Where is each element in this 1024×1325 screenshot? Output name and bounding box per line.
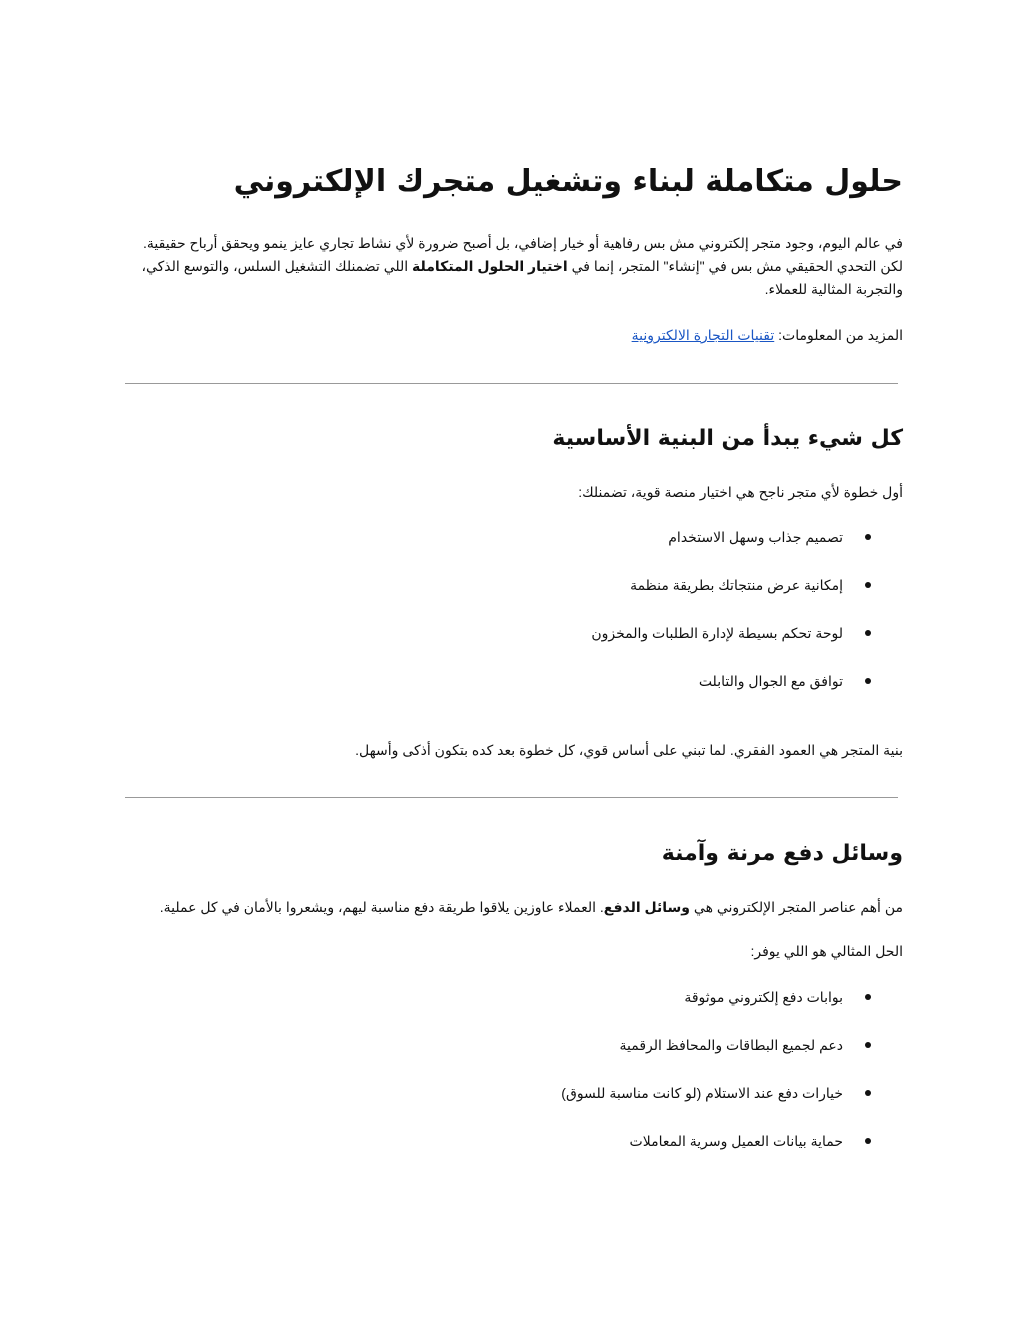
list-item-text: إمكانية عرض منتجاتك بطريقة منظمة [630, 577, 843, 593]
bullet-icon [865, 994, 871, 1000]
list-item-text: لوحة تحكم بسيطة لإدارة الطلبات والمخزون [591, 625, 843, 641]
section2-heading: وسائل دفع مرنة وآمنة [661, 841, 903, 866]
section1-list [125, 525, 903, 717]
bullet-icon [865, 1138, 871, 1144]
list-item [125, 985, 903, 1033]
list-item-text: توافق مع الجوال والتابلت [698, 673, 843, 689]
more-info-label: المزيد من المعلومات: [774, 327, 903, 343]
list-item-text: دعم لجميع البطاقات والمحافظ الرقمية [619, 1037, 843, 1053]
bullet-icon [865, 1090, 871, 1096]
bullet-icon [865, 630, 871, 636]
list-item [125, 1033, 903, 1081]
list-item-text: تصميم جذاب وسهل الاستخدام [668, 529, 843, 545]
list-item-text: حماية بيانات العميل وسرية المعاملات [629, 1133, 843, 1149]
section2-lead-text-2: . العملاء عاوزين يلاقوا طريقة دفع مناسبة ليهم، ويشعروا بالأمان في كل عملية. [159, 899, 604, 915]
section2-list [125, 985, 903, 1177]
section1-lead: أول خطوة لأي متجر ناجح هي اختيار منصة قوية، تضمنلك: [578, 484, 903, 500]
section2-sub: الحل المثالي هو اللي يوفر: [750, 943, 903, 959]
page-title: حلول متكاملة لبناء وتشغيل متجرك الإلكتروني [233, 164, 903, 199]
list-item [125, 621, 903, 669]
list-item [125, 669, 903, 717]
bullet-icon [865, 1042, 871, 1048]
section1-heading: كل شيء يبدأ من البنية الأساسية [552, 426, 903, 451]
section1-closing: بنية المتجر هي العمود الفقري. لما تبني على أساس قوي، كل خطوة بعد كده بتكون أذكى وأسهل. [355, 742, 903, 758]
bullet-icon [865, 678, 871, 684]
list-item [125, 1081, 903, 1129]
intro-text-1: في عالم اليوم، وجود متجر إلكتروني مش بس رفاهية أو خيار إضافي، بل أصبح ضرورة لأي نشاط تجاري عايز ينمو ويحقق أرباح حقيقية. لكن التحدي الحقيقي مش بس في "إنشاء" المتجر، إنما في [143, 235, 903, 274]
list-item-text: بوابات دفع إلكتروني موثوقة [684, 989, 843, 1005]
divider-2 [125, 797, 898, 798]
list-item [125, 1129, 903, 1177]
section2-lead-text-1: من أهم عناصر المتجر الإلكتروني هي [690, 899, 903, 915]
intro-bold: اختيار الحلول المتكاملة [412, 258, 568, 274]
divider-1 [125, 383, 898, 384]
section2-lead-bold: وسائل الدفع [603, 899, 691, 915]
intro-text-2: اللي تضمنلك التشغيل السلس، والتوسع الذكي، والتجربة المثالية للعملاء. [141, 258, 903, 297]
list-item [125, 525, 903, 573]
ecommerce-tech-link[interactable]: تقنيات التجارة الالكترونية [631, 327, 775, 343]
section2-lead [125, 896, 903, 919]
bullet-icon [865, 582, 871, 588]
more-info-line [125, 324, 903, 347]
bullet-icon [865, 534, 871, 540]
intro-paragraph [125, 232, 903, 301]
list-item-text: خيارات دفع عند الاستلام (لو كانت مناسبة للسوق) [561, 1085, 843, 1101]
list-item [125, 573, 903, 621]
